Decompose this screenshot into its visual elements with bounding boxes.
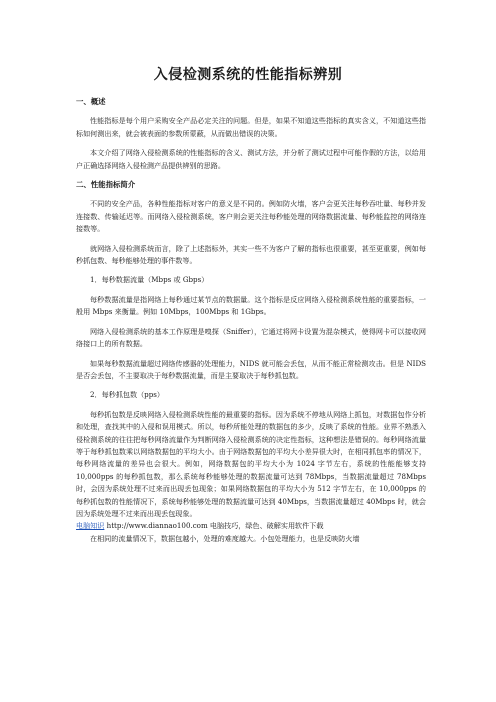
paragraph: 性能指标是每个用户采购安全产品必定关注的问题。但是，如果不知道这些指标的真实含义，不知道这些指标如何测出来，就会被表面的参数所蒙蔽，从而做出错误的决策。	[76, 116, 426, 138]
document-body	[76, 96, 426, 552]
document-title: 入侵检测系统的性能指标辨别	[153, 67, 343, 83]
section-heading-overview: 一、概述	[76, 97, 106, 106]
paragraph: 在相同的流量情况下，数据包越小，处理的难度越大。小包处理能力，也是反映防火墙	[90, 533, 360, 543]
paragraph: 每秒数据流量是指网络上每秒通过某节点的数据量。这个指标是反应网络入侵检测系统性能的重要指标，一般用 Mbps 来衡量。例如 10Mbps，100Mbps 和 1Gbps。	[76, 294, 426, 317]
footer-text: http://www.diannao100.com 电脑技巧，绿色、破解实用软件下载	[104, 521, 324, 531]
paragraph: 如果每秒数据流量超过网络传感器的处理能力，NIDS 就可能会丢包，从而不能正常检测攻击。但是 NIDS 是否会丢包，不主要取决于每秒数据流量，而是主要取决于每秒抓包数。	[76, 358, 426, 380]
subsection-heading-pps: 2．每秒抓包数（pps）	[90, 390, 164, 400]
paragraph: 本文介绍了网络入侵检测系统的性能指标的含义、测试方法，并分析了测试过程中可能作假的方法，以给用户正确选择网络入侵检测产品提供辨别的思路。	[76, 148, 426, 170]
footer-link[interactable]: 电脑知识	[76, 521, 105, 531]
paragraph: 每秒抓包数是反映网络入侵检测系统性能的最重要的指标。因为系统不停地从网络上抓包，对数据包作分析和处理，查找其中的入侵和误用模式。所以，每秒所能处理的数据包的多少，反映了系统的性能。业界不熟悉入侵检测系统的往往把每秒网络流量作为判断网络入侵检测系统的决定性指标，这种想法是错误的。每秒网络流量等于每秒抓包数乘以网络数据包的平均大小。由于网络数据包的平均大小差异很大时，在相同抓包率的情况下，每秒网络流量的差异也会很大。例如，网络数据包的平均大小为 1024 字节左右，系统的性能能够支持 10,000pps 的每秒抓包数，那么系统每秒能够处理的数据流量可达到 78Mbps，当数据流量超过 78Mbps 时，会因为系统处理不过来而出现丢包现象；如果网络数据包的平均大小为 512 字节左右，在 10,000pps 的每秒抓包数的性能情况下，系统每秒能够处理的数据流量可达到 40Mbps，当数据流量超过 40Mbps 时，就会因为系统处理不过来而出现丢包现象。	[76, 409, 426, 518]
footer-link-line	[76, 520, 426, 532]
section-heading-metrics: 二、性能指标简介	[76, 180, 136, 190]
paragraph: 不同的安全产品，各种性能指标对客户的意义是不同的。例如防火墙，客户会更关注每秒吞吐量、每秒并发连接数、传输延迟等。而网络入侵检测系统，客户则会更关注每秒能处理的网络数据流量、每秒能监控的网络连接数等。	[76, 199, 426, 234]
paragraph: 就网络入侵检测系统而言，除了上述指标外，其实一些不为客户了解的指标也很重要，甚至更重要，例如每秒抓包数、每秒能够处理的事件数等。	[76, 243, 426, 266]
paragraph: 网络入侵检测系统的基本工作原理是嗅探（Sniffer），它通过将网卡设置为混杂模式，使得网卡可以接收网络接口上的所有数据。	[76, 326, 426, 349]
subsection-heading-traffic: 1．每秒数据流量（Mbps 或 Gbps）	[90, 275, 209, 285]
